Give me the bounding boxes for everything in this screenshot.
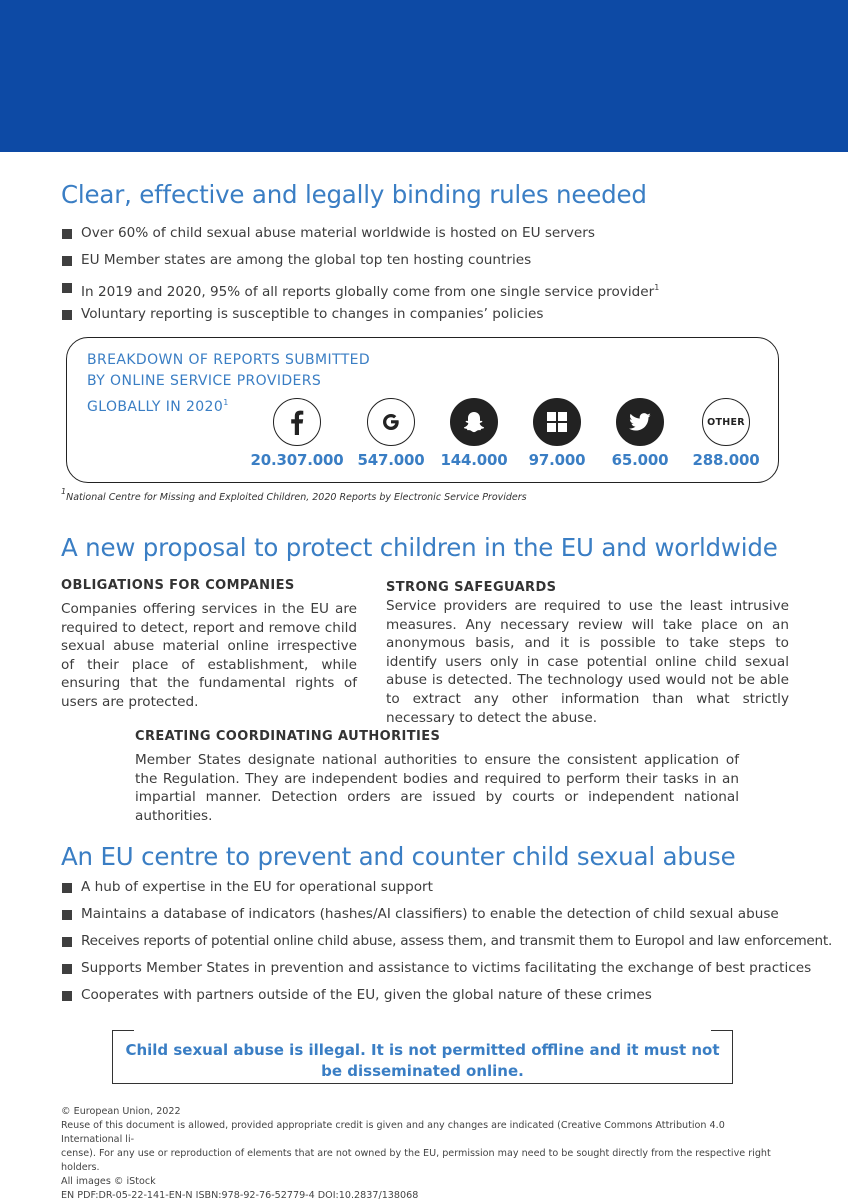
- bullet-square-icon: [62, 964, 72, 974]
- authorities-heading: CREATING COORDINATING AUTHORITIES: [135, 729, 441, 744]
- footnote-marker: 1: [654, 283, 660, 292]
- list-item: Receives reports of potential online child abuse, assess them, and transmit them to Europol and law enforcement.: [62, 933, 832, 960]
- snapchat-icon: [459, 407, 489, 437]
- bullet-square-icon: [62, 883, 72, 893]
- list-item: Cooperates with partners outside of the EU, given the global nature of these crimes: [62, 987, 832, 1014]
- obligations-heading: OBLIGATIONS FOR COMPANIES: [61, 578, 295, 593]
- footnote: $^1$National Centre for Missing and Exploited Children, 2020 Reports by Electronic Service Providers: [61, 487, 527, 503]
- document-identifiers: EN PDF:DR-05-22-141-EN-N ISBN:978-92-76-52779-4 DOI:10.2837/138068: [61, 1190, 419, 1200]
- safeguards-text: Service providers are required to use the least intrusive measures. Any necessary review will take place on an anonymous basis, and it is possible to take steps to identify users only in case potential online child sexual abuse is detected. The technology used would not be able to extract any other information than what strictly necessary to detect the abuse.: [386, 598, 789, 726]
- bullet-square-icon: [62, 991, 72, 1001]
- provider-other: [671, 398, 781, 469]
- obligations-text: Companies offering services in the EU are required to detect, report and remove child sexual abuse material online irrespective of their place of establishment, while ensuring that the fundamental rights of users are protected.: [61, 601, 357, 710]
- bullet-square-icon: [62, 283, 72, 293]
- other-icon: OTHER: [702, 398, 750, 446]
- list-item: Voluntary reporting is susceptible to changes in companies’ policies: [62, 306, 659, 333]
- list-item: Over 60% of child sexual abuse material worldwide is hosted on EU servers: [62, 225, 659, 252]
- bullet-square-icon: [62, 937, 72, 947]
- list-item: EU Member states are among the global top ten hosting countries: [62, 252, 659, 279]
- list-item: A hub of expertise in the EU for operational support: [62, 879, 832, 906]
- bullet-square-icon: [62, 910, 72, 920]
- bullet-square-icon: [62, 256, 72, 266]
- reports-breakdown-box: [66, 337, 779, 483]
- reuse-text: cense). For any use or reproduction of elements that are not owned by the EU, permission may need to be sought directly from the respective right holders.: [61, 1148, 771, 1173]
- safeguards-heading: STRONG SAFEGUARDS: [386, 580, 557, 595]
- reports-title: BREAKDOWN OF REPORTS SUBMITTED BY ONLINE SERVICE PROVIDERS GLOBALLY IN 2020$^1$: [87, 352, 371, 415]
- twitter-icon: [627, 409, 653, 435]
- reuse-text: Reuse of this document is allowed, provided appropriate credit is given and any changes are indicated (Creative Commons Attribution 4.0 International li-: [61, 1120, 725, 1145]
- section-title-rules: Clear, effective and legally binding rules needed: [61, 180, 647, 209]
- provider-value: 65.000: [611, 451, 669, 469]
- bullet-square-icon: [62, 229, 72, 239]
- microsoft-icon: [544, 409, 570, 435]
- provider-value: 547.000: [357, 451, 425, 469]
- google-icon: [378, 409, 404, 435]
- section-title-eu-centre: An EU centre to prevent and counter child sexual abuse: [61, 842, 736, 871]
- list-item: Maintains a database of indicators (hashes/AI classifiers) to enable the detection of child sexual abuse: [62, 906, 832, 933]
- section-title-proposal: A new proposal to protect children in the EU and worldwide: [61, 533, 778, 562]
- authorities-text: Member States designate national authorities to ensure the consistent application of the Regulation. They are independent bodies and required to perform their tasks in an impartial manner. Detection orders are issued by courts or independent national authorities.: [135, 752, 739, 824]
- header-band: [0, 0, 848, 152]
- bullet-square-icon: [62, 310, 72, 320]
- image-credit: All images © iStock: [61, 1176, 156, 1187]
- copyright-text: © European Union, 2022: [61, 1106, 181, 1117]
- provider-value: 97.000: [528, 451, 586, 469]
- legal-notice: [61, 1105, 787, 1200]
- provider-value: 288.000: [692, 451, 760, 469]
- eu-centre-bullet-list: [62, 879, 832, 1014]
- facebook-icon: [283, 408, 311, 436]
- list-item: In 2019 and 2020, 95% of all reports globally come from one single service provider$^1$: [62, 279, 659, 306]
- illegal-callout: [112, 1030, 733, 1084]
- list-item: Supports Member States in prevention and assistance to victims facilitating the exchange of best practices: [62, 960, 832, 987]
- provider-value: 144.000: [440, 451, 508, 469]
- callout-text: Child sexual abuse is illegal. It is not permitted offline and it must not be disseminated online.: [125, 1041, 720, 1080]
- provider-value: 20.307.000: [250, 451, 344, 469]
- rules-bullet-list: [62, 225, 659, 333]
